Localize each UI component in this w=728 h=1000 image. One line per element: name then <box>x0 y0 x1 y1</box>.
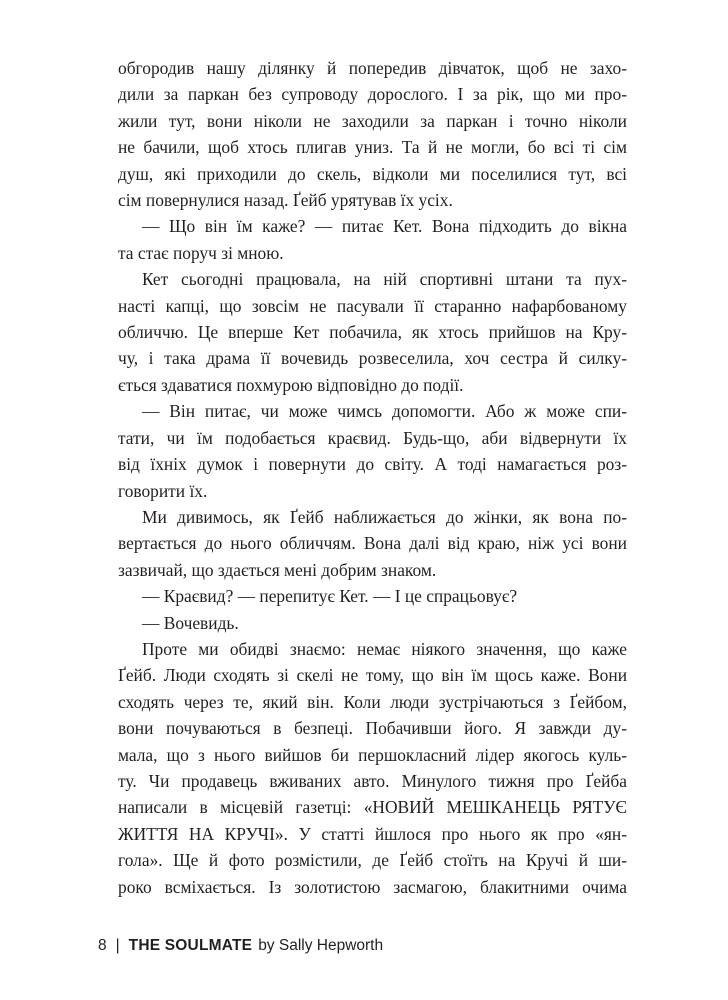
text-line: та стає поруч зі мною. <box>118 242 284 263</box>
text-line: обгородив нашу ділянку й попередив дівчаток, щоб не захо- <box>118 58 627 78</box>
text-line: насті капці, що зовсім не пасували її старанно нафарбованому <box>118 295 627 316</box>
page-footer <box>98 933 383 959</box>
text-line: душ, які приходили до скель, відколи ми поселилися тут, всі <box>118 163 627 184</box>
text-line: не бачили, щоб хтось плигав униз. Та й не могли, бо всі ті сім <box>118 137 627 158</box>
text-line: сім повернулися назад. Ґейб урятував їх усіх. <box>118 190 453 211</box>
text-line: Ми дивимось, як Ґейб наближається до жінки, як вона по- <box>142 506 627 527</box>
text-line: гола». Ще й фото розмістили, де Ґейб стоїть на Кручі й ши- <box>118 850 627 871</box>
text-line: чу, і така драма її вочевидь розвеселила, хоч сестра й силку- <box>118 348 627 369</box>
text-line: мала, що з нього вийшов би першокласний лідер якогось куль- <box>118 744 627 765</box>
text-line: Кет сьогодні працювала, на ній спортивні штани та пух- <box>142 269 627 290</box>
page-number: 8 <box>98 937 107 954</box>
text-line: Ґейб. Люди сходять зі скелі не тому, що він їм щось каже. Вони <box>118 665 627 686</box>
text-line: — Він питає, чи може чимсь допомогти. Або ж може спи- <box>142 401 627 422</box>
text-line: ється здаватися похмурою відповідно до події. <box>118 374 464 395</box>
text-line: говорити їх. <box>118 480 208 501</box>
text-line: від їхніх думок і повернути до світу. А тоді намагається роз- <box>118 454 627 475</box>
text-line: ЖИТТЯ НА КРУЧІ». У статті йшлося про нього як про «ян- <box>118 823 627 844</box>
text-line: — Вочевидь. <box>142 612 239 633</box>
text-line: роко всміхається. Із золотистою засмагою, блакитними очима <box>118 876 627 897</box>
text-line: — Краєвид? — перепитує Кет. — І це спрацьовує? <box>142 586 518 607</box>
text-line: вертається до нього обличчям. Вона далі від краю, ніж усі вони <box>118 533 627 554</box>
text-line: дили за паркан без супроводу дорослого. І за рік, що ми про- <box>118 84 627 105</box>
body-text <box>118 55 627 900</box>
text-line: тати, чи їм подобається краєвид. Будь-що, аби відвернути їх <box>118 427 627 448</box>
text-line: зазвичай, що здається мені добрим знаком. <box>118 559 437 580</box>
text-line: написали в місцевій газетці: «НОВИЙ МЕШКАНЕЦЬ РЯТУЄ <box>118 797 627 818</box>
text-line: сходять через те, який він. Коли люди зустрічаються з Ґейбом, <box>118 691 627 712</box>
text-line: ту. Чи продавець вживаних авто. Минулого тижня про Ґейба <box>118 770 627 791</box>
book-title: THE SOULMATE <box>128 937 253 954</box>
text-line: обличчю. Це вперше Кет побачила, як хтось прийшов на Кру- <box>118 322 627 343</box>
text-line: — Що він їм каже? — питає Кет. Вона підходить до вікна <box>142 216 627 237</box>
text-line: Проте ми обидві знаємо: немає ніякого значення, що каже <box>142 638 627 659</box>
text-line: вони почуваються в безпеці. Побачивши його. Я завжди ду- <box>118 718 627 739</box>
text-line: жили тут, вони ніколи не заходили за паркан і точно ніколи <box>118 110 627 131</box>
footer-divider: | <box>115 937 120 954</box>
author-line: by Sally Hepworth <box>258 937 384 954</box>
